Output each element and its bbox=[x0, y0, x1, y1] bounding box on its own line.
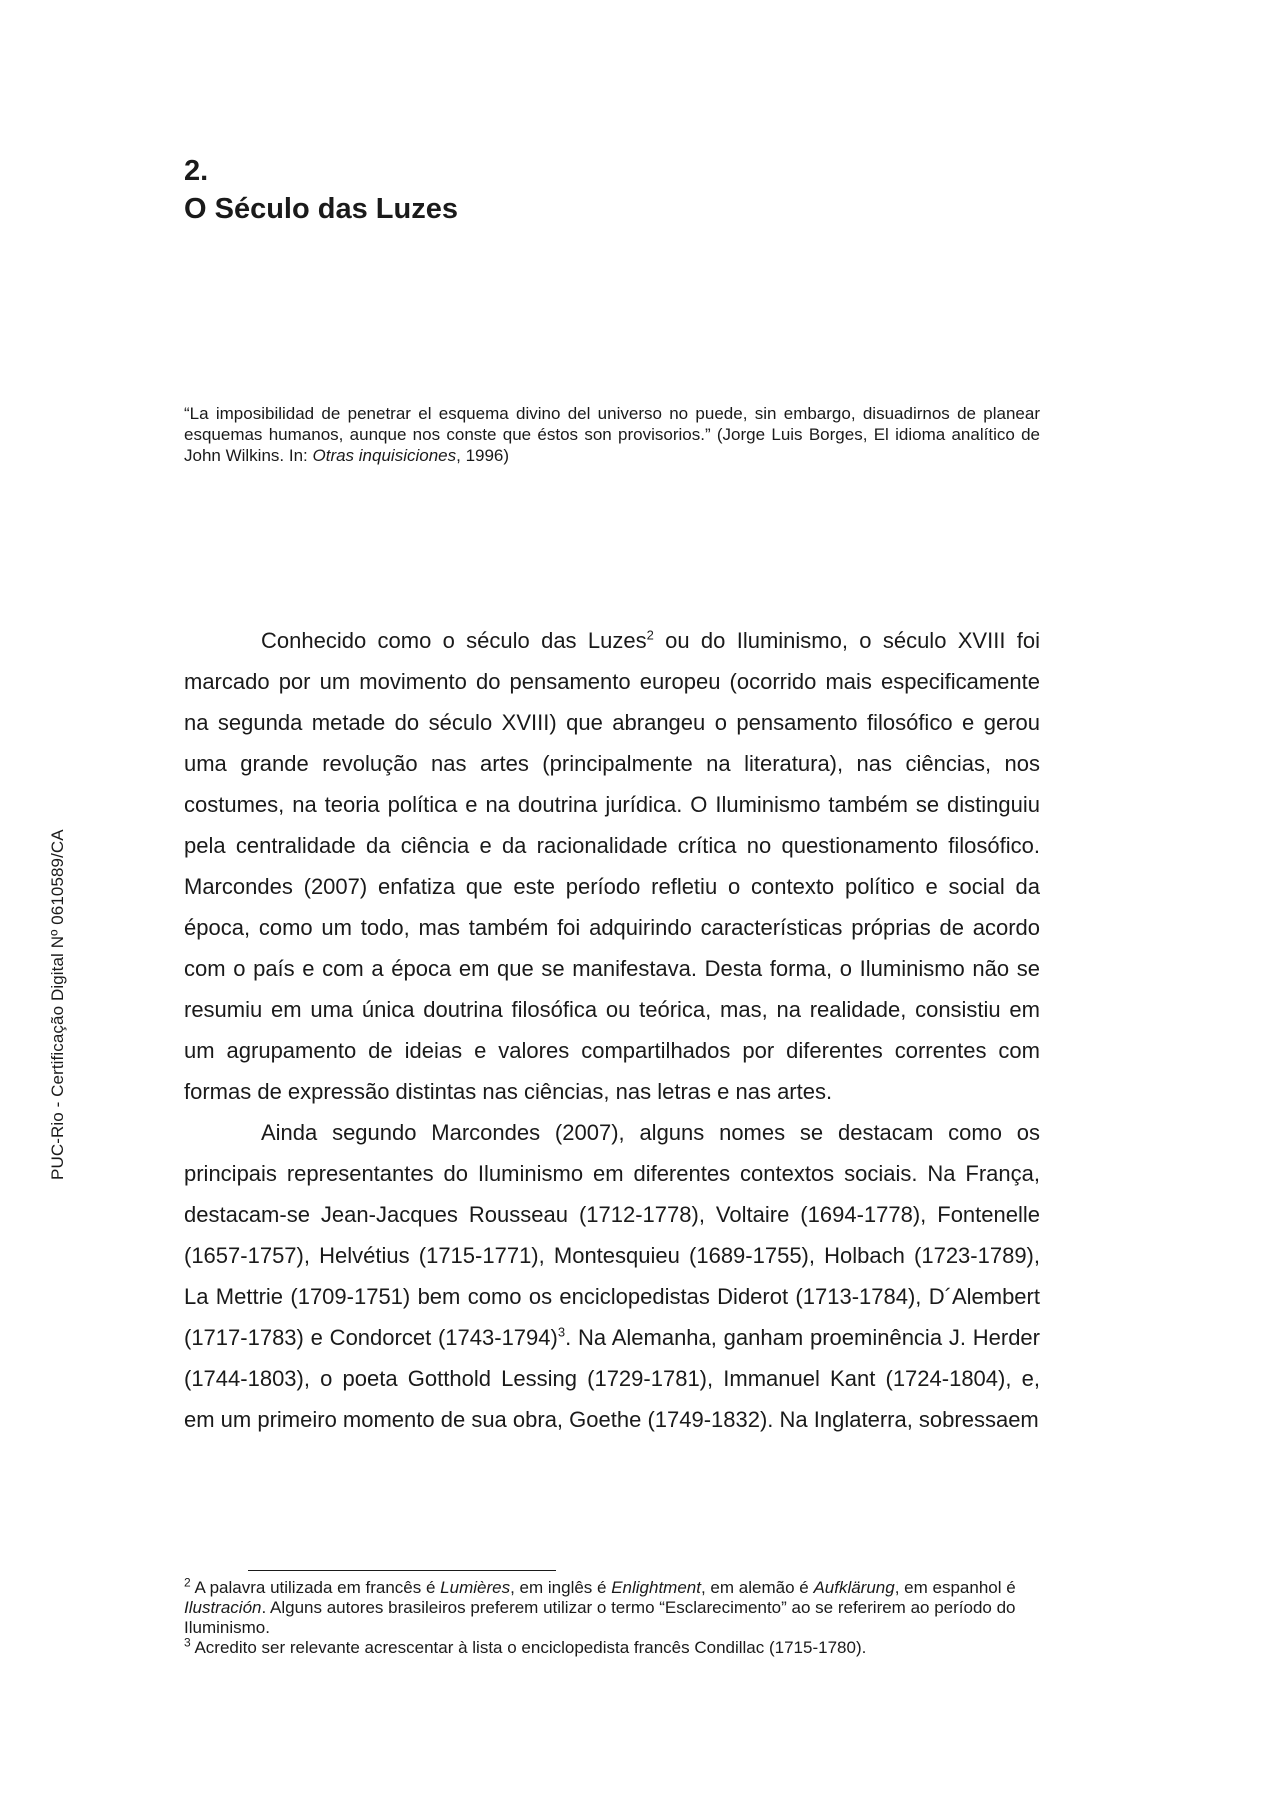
footnote-2-term-en: Enlightment bbox=[611, 1578, 701, 1597]
epigraph-quote: “La imposibilidad de penetrar el esquema divino del universo no puede, sin embargo, disuadirnos de planear esquemas humanos, aunque nos conste que éstos son provisorios.” (Jorge Luis Borges, El idioma analítico de John Wilkins. In: bbox=[184, 404, 1040, 465]
footnote-2-marker: 2 bbox=[184, 1575, 191, 1590]
epigraph-source-title: Otras inquisiciones bbox=[312, 446, 457, 465]
footnote-ref-3: 3 bbox=[557, 1324, 566, 1340]
footnote-3 bbox=[184, 1635, 1040, 1658]
chapter-number: 2. bbox=[184, 155, 209, 187]
footnote-2-text: , em inglês é bbox=[510, 1578, 612, 1597]
footnote-separator bbox=[248, 1570, 556, 1571]
footnote-2-term-de: Aufklärung bbox=[813, 1578, 895, 1597]
footnote-2-term-es: Ilustración bbox=[184, 1598, 262, 1617]
paragraph-2-start: Ainda segundo Marcondes (2007), alguns nomes se destacam como os principais representantes do Iluminismo em diferentes contextos sociais. Na França, destacam-se Jean-Jacques Rousseau (1712-1778), Voltaire (1694-1778), Fontenelle (1657-1757), Helvétius (1715-1771), Montesquieu (1689-1755), Holbach (1723-1789), La Mettrie (1709-1751) bem como os enciclopedistas Diderot (1713-1784), D´Alembert (1717-1783) e Condorcet (1743-1794) bbox=[184, 1120, 1040, 1350]
body-text bbox=[184, 620, 1040, 1440]
paragraph-1-rest: ou do Iluminismo, o século XVIII foi marcado por um movimento do pensamento europeu (ocorrido mais especificamente na segunda metade do século XVIII) que abrangeu o pensamento filosófico e gerou uma grande revolução nas artes (principalmente na literatura), nas ciências, nos costumes, na teoria política e na doutrina jurídica. O Iluminismo também se distinguiu pela centralidade da ciência e da racionalidade crítica no questionamento filosófico. Marcondes (2007) enfatiza que este período refletiu o contexto político e social da época, como um todo, mas também foi adquirindo características próprias de acordo com o país e com a época em que se manifestava. Desta forma, o Iluminismo não se resumiu em uma única doutrina filosófica ou teórica, mas, na realidade, consistiu em um agrupamento de ideias e valores compartilhados por diferentes correntes com formas de expressão distintas nas ciências, nas letras e nas artes. bbox=[184, 628, 1040, 1104]
footnote-2-term-fr: Lumières bbox=[440, 1578, 511, 1597]
footnote-2-text: , em alemão é bbox=[700, 1578, 814, 1597]
epigraph-year: , 1996) bbox=[456, 446, 510, 465]
footnote-2 bbox=[184, 1575, 1040, 1638]
certification-side-label: PUC-Rio - Certificação Digital Nº 0610589/CA bbox=[48, 829, 67, 1180]
footnote-2-text: , em espanhol é bbox=[894, 1578, 1016, 1597]
footnote-3-text: Acredito ser relevante acrescentar à lista o enciclopedista francês Condillac (1715-1780). bbox=[190, 1638, 867, 1657]
paragraph-2-rest: . Na Alemanha, ganham proeminência J. Herder (1744-1803), o poeta Gotthold Lessing (1729-1781), Immanuel Kant (1724-1804), e, em um primeiro momento de sua obra, Goethe (1749-1832). Na Inglaterra, sobressaem bbox=[184, 1325, 1040, 1432]
paragraph-2 bbox=[184, 1112, 1040, 1440]
footnote-2-text: A palavra utilizada em francês é bbox=[190, 1578, 441, 1597]
chapter-heading bbox=[184, 152, 458, 228]
chapter-title: O Século das Luzes bbox=[184, 193, 458, 225]
footnote-3-marker: 3 bbox=[184, 1635, 191, 1650]
paragraph-1-start: Conhecido como o século das Luzes bbox=[261, 628, 647, 653]
footnote-ref-2: 2 bbox=[646, 627, 654, 643]
footnote-2-text: . Alguns autores brasileiros preferem utilizar o termo “Esclarecimento” ao se referirem ao período do Iluminismo. bbox=[184, 1598, 1016, 1637]
paragraph-1 bbox=[184, 620, 1040, 1112]
footnotes bbox=[184, 1575, 1040, 1658]
epigraph bbox=[184, 403, 1040, 466]
